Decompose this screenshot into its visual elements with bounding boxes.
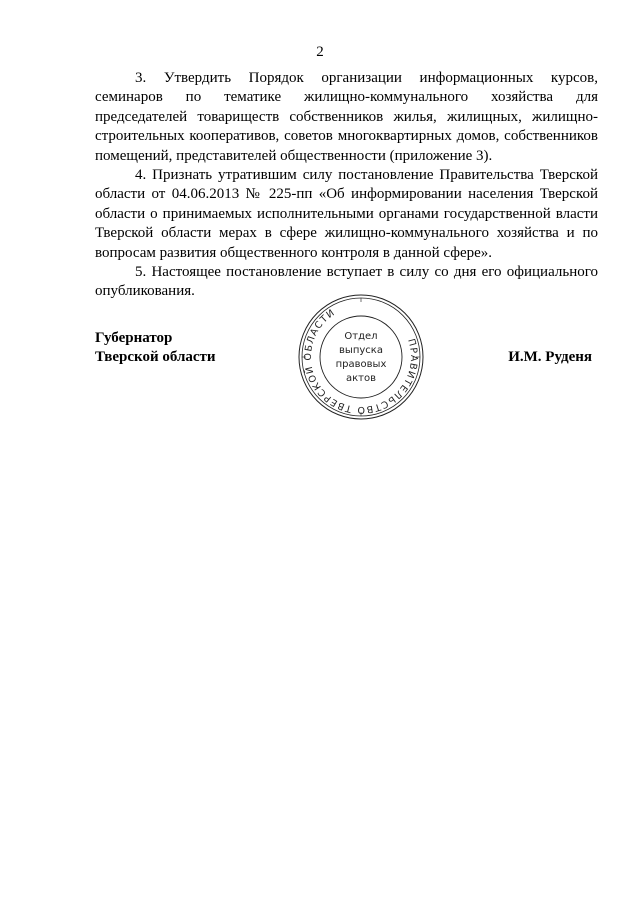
paragraph-item-4: 4. Признать утратившим силу постановление Правительства Тверской области от 04.06.2013 № 225-пп «Об информировании населения Тверской области о принимаемых исполнительными органами государственной власти Тверской области мерах в сфере жилищно-коммунального хозяйства и по вопросам развития общественного контроля в данной сфере». bbox=[95, 167, 598, 261]
stamp-center-line-2: выпуска bbox=[339, 345, 383, 356]
page-number: 2 bbox=[316, 44, 324, 60]
paragraph-item-3: 3. Утвердить Порядок организации информационных курсов, семинаров по тематике жилищно-коммунального хозяйства для председателей товариществ собственников жилья, жилищных, жилищно-строительных кооперативов, советов многоквартирных домов, собственников помещений, представителей общественности (приложение 3). bbox=[95, 70, 598, 164]
signatory-position bbox=[95, 329, 216, 367]
official-stamp bbox=[296, 292, 426, 422]
paragraph-item-5: 5. Настоящее постановление вступает в силу со дня его официального опубликования. bbox=[95, 264, 598, 300]
signatory-name: И.М. Руденя bbox=[508, 349, 592, 365]
stamp-center-line-3: правовых bbox=[335, 359, 387, 370]
signatory-title: Губернатор bbox=[95, 330, 173, 346]
stamp-center-line-4: актов bbox=[345, 373, 377, 384]
stamp-ring-text: ПРАВИТЕЛЬСТВО ТВЕРСКОЙ ОБЛАСТИ bbox=[302, 307, 420, 416]
stamp-graphic bbox=[296, 292, 426, 422]
stamp-center-line-1: Отдел bbox=[344, 331, 378, 342]
document-body bbox=[95, 69, 598, 302]
signatory-region: Тверской области bbox=[95, 349, 216, 365]
